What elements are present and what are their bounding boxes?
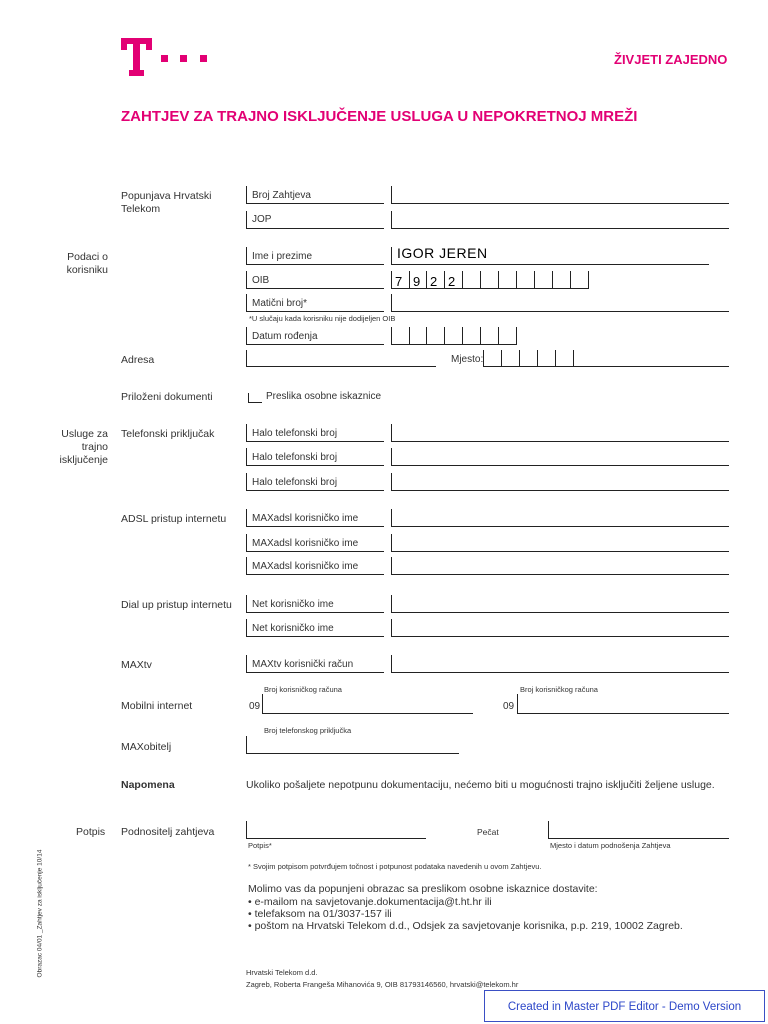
napomena-text: Ukoliko pošaljete nepotpunu dokumentaciju, nećemo biti u mogućnosti trajno isključiti željene usluge. xyxy=(246,779,715,791)
broj-racuna-label-2: Broj korisničkog računa xyxy=(520,685,598,694)
net-label-2: Net korisničko ime xyxy=(252,623,334,634)
instructions-fax: • telefaksom na 01/3037-157 ili xyxy=(248,908,392,920)
form-title: ZAHTJEV ZA TRAJNO ISKLJUČENJE USLUGA U NEPOKRETNOJ MREŽI xyxy=(121,108,638,125)
adsl-label: ADSL pristup internetu xyxy=(121,513,227,525)
napomena-label: Napomena xyxy=(121,779,175,791)
halo-label-1: Halo telefonski broj xyxy=(252,428,338,439)
preslika-checkbox[interactable] xyxy=(248,393,262,403)
maticni-note: *U slučaju kada korisniku nije dodijeljen OIB xyxy=(249,314,396,323)
datum-label: Datum rođenja xyxy=(252,331,318,342)
adresa-label: Adresa xyxy=(121,354,155,366)
signature-field[interactable] xyxy=(246,838,426,839)
halo-field-2[interactable] xyxy=(391,465,729,466)
maxobitelj-label: MAXobitelj xyxy=(121,741,172,753)
podnositelj-label: Podnositelj zahtjeva xyxy=(121,826,215,838)
maxadsl-label-2: MAXadsl korisničko ime xyxy=(252,538,359,549)
instructions-post: • poštom na Hrvatski Telekom d.d., Odsjek za savjetovanje korisnika, p.p. 219, 10002 Zagreb. xyxy=(248,920,683,932)
maticni-label: Matični broj* xyxy=(252,298,308,309)
maxadsl-label-3: MAXadsl korisničko ime xyxy=(252,561,359,572)
ime-value[interactable]: IGOR JEREN xyxy=(397,245,488,261)
oib-digit: 9 xyxy=(413,274,421,289)
maxtv-field-label: MAXtv korisnički račun xyxy=(252,659,354,670)
adresa-field[interactable] xyxy=(246,366,436,367)
footer-company: Hrvatski Telekom d.d. xyxy=(246,968,318,977)
preslika-label: Preslika osobne iskaznice xyxy=(266,391,382,402)
declaration: * Svojim potpisom potvrđujem točnost i potpunost podataka navedenih u ovom Zahtjevu. xyxy=(248,862,542,871)
mobilni-prefix-1: 09 xyxy=(249,701,261,712)
mjesto-label: Mjesto: xyxy=(451,354,484,365)
halo-field-1[interactable] xyxy=(391,441,729,442)
broj-zahtjeva-label: Broj Zahtjeva xyxy=(252,190,311,201)
halo-field-3[interactable] xyxy=(391,490,729,491)
slogan: ŽIVJETI ZAJEDNO xyxy=(614,52,728,67)
maxadsl-field-2[interactable] xyxy=(391,551,729,552)
potpis-label: Potpis xyxy=(76,826,106,838)
mobilni-field-1[interactable] xyxy=(262,713,473,714)
maxtv-field[interactable] xyxy=(391,672,729,673)
oib-label: OIB xyxy=(252,275,270,286)
mjesto-datum-field[interactable] xyxy=(548,838,729,839)
jop-label: JOP xyxy=(252,214,272,225)
jop-field[interactable] xyxy=(391,228,729,229)
telefonski-label: Telefonski priključak xyxy=(121,428,215,440)
halo-label-3: Halo telefonski broj xyxy=(252,477,338,488)
mobilni-label: Mobilni internet xyxy=(121,700,193,712)
side-code: Obrazac 04/01 _Zahtjev za isključenje 10/14 xyxy=(36,849,44,978)
maxtv-label: MAXtv xyxy=(121,659,152,671)
oib-digit: 7 xyxy=(395,274,403,289)
oib-digit: 2 xyxy=(430,274,438,289)
net-label-1: Net korisničko ime xyxy=(252,599,334,610)
dialup-label: Dial up pristup internetu xyxy=(121,599,232,611)
prilozeni-label: Priloženi dokumenti xyxy=(121,391,213,403)
footer-address: Zagreb, Roberta Frangeša Mihanovića 9, OIB 81793146560, hrvatski@telekom.hr xyxy=(246,980,519,989)
broj-zahtjeva-field[interactable] xyxy=(391,203,729,204)
net-field-2[interactable] xyxy=(391,636,729,637)
oib-digit: 2 xyxy=(448,274,456,289)
broj-telefonskog-label: Broj telefonskog priključka xyxy=(264,726,352,735)
instructions-email: • e-mailom na savjetovanje.dokumentacija@t.ht.hr ili xyxy=(248,896,492,908)
services-label: Usluge za trajno isključenje xyxy=(59,428,108,466)
net-field-1[interactable] xyxy=(391,612,729,613)
user-section-label: Podaci o korisniku xyxy=(66,251,108,276)
maxobitelj-field[interactable] xyxy=(246,753,459,754)
ime-label: Ime i prezime xyxy=(252,251,313,262)
telekom-section-label: Popunjava Hrvatski Telekom xyxy=(121,190,212,215)
mobilni-prefix-2: 09 xyxy=(503,701,515,712)
halo-label-2: Halo telefonski broj xyxy=(252,452,338,463)
maxadsl-field-1[interactable] xyxy=(391,526,729,527)
mjesto-datum-label: Mjesto i datum podnošenja Zahtjeva xyxy=(550,841,671,850)
maticni-field[interactable] xyxy=(391,311,729,312)
watermark: Created in Master PDF Editor - Demo Version xyxy=(484,990,765,1022)
broj-racuna-label-1: Broj korisničkog računa xyxy=(264,685,342,694)
instructions-intro: Molimo vas da popunjeni obrazac sa preslikom osobne iskaznice dostavite: xyxy=(248,883,598,895)
mobilni-field-2[interactable] xyxy=(517,713,729,714)
maxadsl-field-3[interactable] xyxy=(391,574,729,575)
potpis-note: Potpis* xyxy=(248,841,272,850)
pecat-label: Pečat xyxy=(477,827,499,837)
maxadsl-label-1: MAXadsl korisničko ime xyxy=(252,513,359,524)
